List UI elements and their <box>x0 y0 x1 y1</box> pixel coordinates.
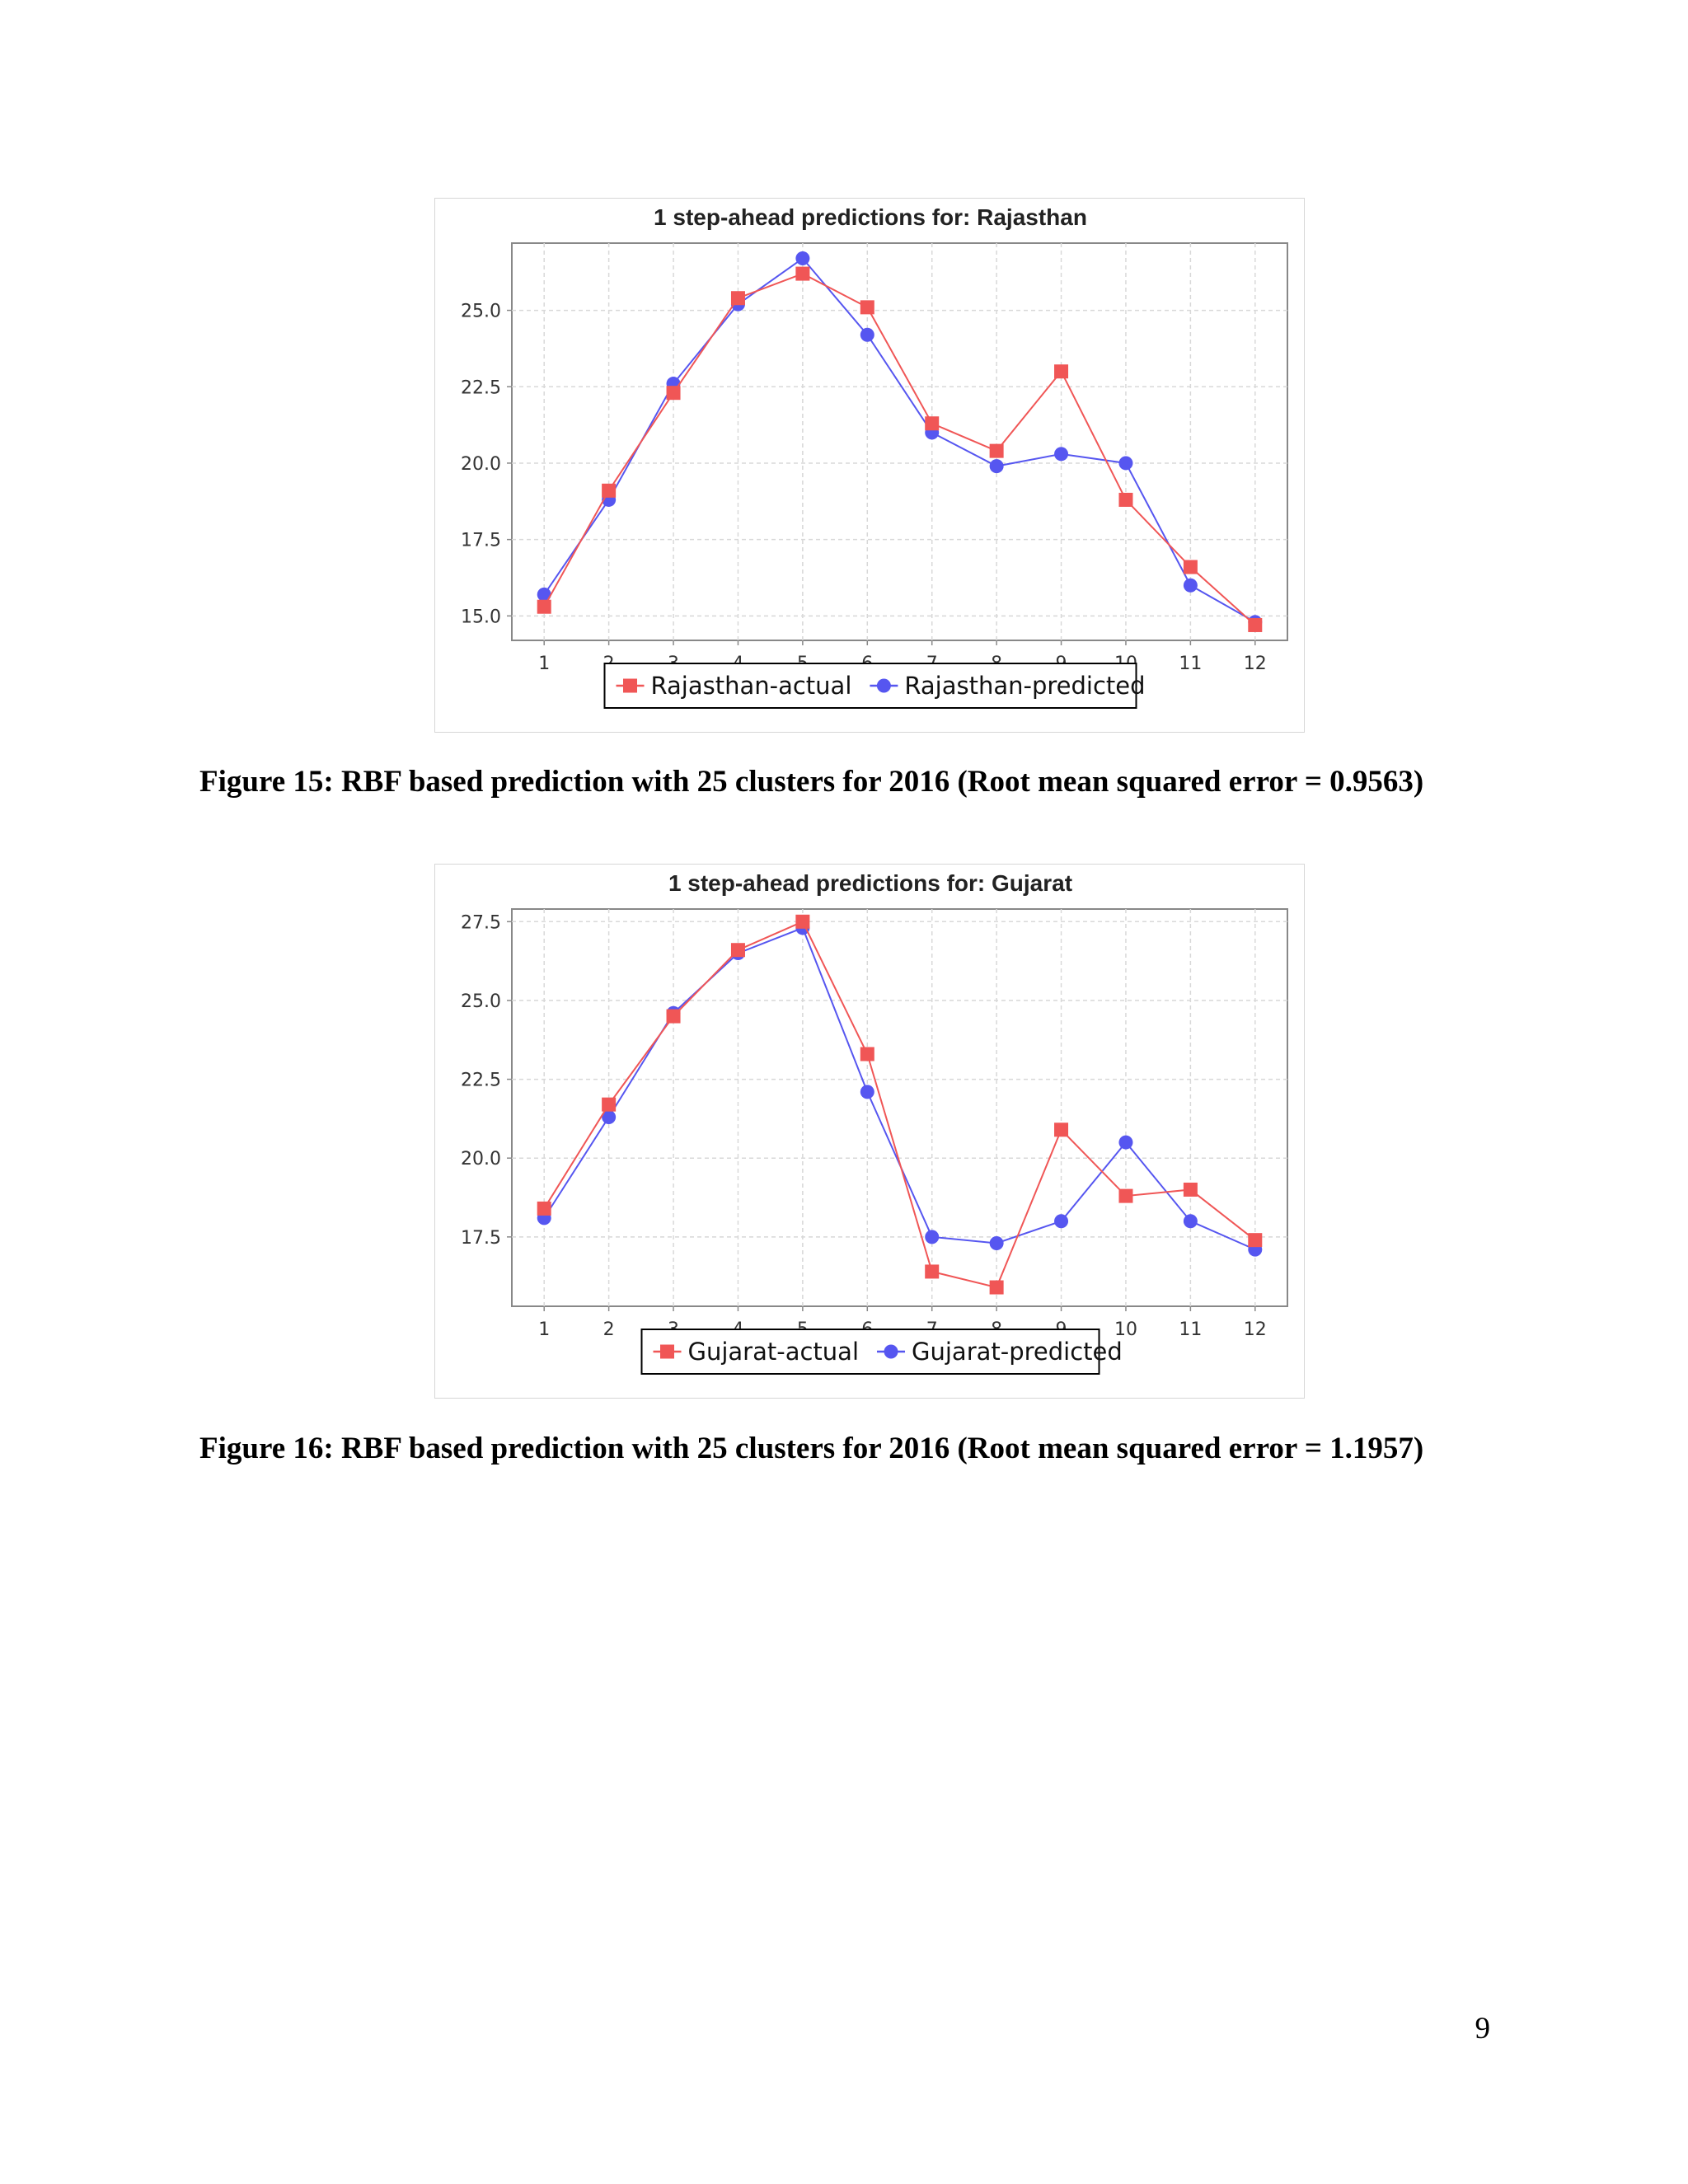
plot-area <box>512 243 1287 640</box>
x-tick-label: 2 <box>603 1319 615 1340</box>
x-tick-label: 11 <box>1179 654 1203 674</box>
figure-15-caption: Figure 15: RBF based prediction with 25 clusters for 2016 (Root mean squared error = 0.9563) <box>199 765 1424 799</box>
chart-gujarat-svg <box>435 865 1306 1399</box>
legend-marker-Rajasthan-predicted <box>877 679 891 693</box>
data-point-Gujarat-actual <box>667 1010 681 1024</box>
data-point-Gujarat-predicted <box>925 1230 939 1244</box>
data-point-Gujarat-actual <box>1184 1183 1198 1197</box>
data-point-Rajasthan-predicted <box>990 459 1004 473</box>
y-tick-label: 17.5 <box>461 530 501 551</box>
data-point-Gujarat-actual <box>537 1202 551 1216</box>
data-point-Gujarat-actual <box>1248 1233 1262 1247</box>
chart-rajasthan <box>434 198 1305 733</box>
data-point-Rajasthan-actual <box>860 300 874 314</box>
data-point-Rajasthan-actual <box>990 444 1004 458</box>
data-point-Rajasthan-actual <box>1054 364 1068 378</box>
data-point-Gujarat-predicted <box>990 1236 1004 1250</box>
data-point-Gujarat-predicted <box>1184 1214 1198 1228</box>
y-tick-label: 22.5 <box>461 377 501 399</box>
x-tick-label: 1 <box>538 1319 551 1340</box>
data-point-Rajasthan-actual <box>1248 618 1262 632</box>
data-point-Rajasthan-predicted <box>860 328 874 342</box>
y-tick-label: 20.0 <box>461 1149 501 1170</box>
chart-rajasthan-svg <box>435 199 1306 733</box>
data-point-Rajasthan-predicted <box>1118 456 1132 470</box>
data-point-Gujarat-actual <box>1054 1122 1068 1137</box>
data-point-Rajasthan-predicted <box>795 251 809 265</box>
legend-label-Gujarat-actual: Gujarat-actual <box>687 1338 860 1366</box>
x-tick-label: 11 <box>1179 1319 1203 1340</box>
data-point-Rajasthan-actual <box>731 291 745 305</box>
legend-label-Gujarat-predicted: Gujarat-predicted <box>912 1338 1123 1366</box>
data-point-Rajasthan-actual <box>667 386 681 400</box>
y-tick-label: 15.0 <box>461 607 501 628</box>
data-point-Gujarat-actual <box>990 1281 1004 1295</box>
data-point-Gujarat-predicted <box>1054 1214 1068 1228</box>
y-tick-label: 22.5 <box>461 1070 501 1091</box>
chart-title: 1 step-ahead predictions for: Rajasthan <box>654 204 1087 230</box>
data-point-Rajasthan-predicted <box>1054 447 1068 461</box>
x-tick-label: 12 <box>1243 1319 1267 1340</box>
legend-marker-Gujarat-actual <box>660 1345 674 1359</box>
data-point-Rajasthan-predicted <box>1184 579 1198 593</box>
page-number: 9 <box>1475 2012 1490 2046</box>
data-point-Gujarat-predicted <box>860 1085 874 1099</box>
x-tick-label: 12 <box>1243 654 1267 674</box>
chart-title: 1 step-ahead predictions for: Gujarat <box>668 870 1073 896</box>
data-point-Rajasthan-actual <box>602 484 616 498</box>
legend-label-Rajasthan-predicted: Rajasthan-predicted <box>904 672 1146 700</box>
legend-label-Rajasthan-actual: Rajasthan-actual <box>650 672 852 700</box>
data-point-Gujarat-actual <box>602 1098 616 1112</box>
y-tick-label: 27.5 <box>461 912 501 934</box>
data-point-Gujarat-actual <box>731 943 745 957</box>
y-tick-label: 20.0 <box>461 453 501 475</box>
x-tick-label: 1 <box>538 654 551 674</box>
data-point-Gujarat-actual <box>1118 1189 1132 1203</box>
data-point-Gujarat-actual <box>860 1047 874 1061</box>
figure-16-caption: Figure 16: RBF based prediction with 25 clusters for 2016 (Root mean squared error = 1.1957) <box>199 1432 1424 1465</box>
data-point-Rajasthan-actual <box>925 416 939 430</box>
plot-area <box>512 909 1287 1306</box>
data-point-Rajasthan-actual <box>1118 493 1132 507</box>
data-point-Gujarat-predicted <box>1118 1136 1132 1150</box>
chart-gujarat <box>434 864 1305 1399</box>
data-point-Gujarat-actual <box>795 915 809 929</box>
y-tick-label: 17.5 <box>461 1227 501 1249</box>
legend-marker-Rajasthan-actual <box>623 679 637 693</box>
data-point-Rajasthan-actual <box>1184 560 1198 574</box>
data-point-Rajasthan-actual <box>537 600 551 614</box>
data-point-Rajasthan-actual <box>795 267 809 281</box>
y-tick-label: 25.0 <box>461 301 501 322</box>
legend-marker-Gujarat-predicted <box>884 1345 898 1359</box>
data-point-Gujarat-actual <box>925 1264 939 1278</box>
y-tick-label: 25.0 <box>461 991 501 1012</box>
x-tick-label: 10 <box>1114 1319 1137 1340</box>
